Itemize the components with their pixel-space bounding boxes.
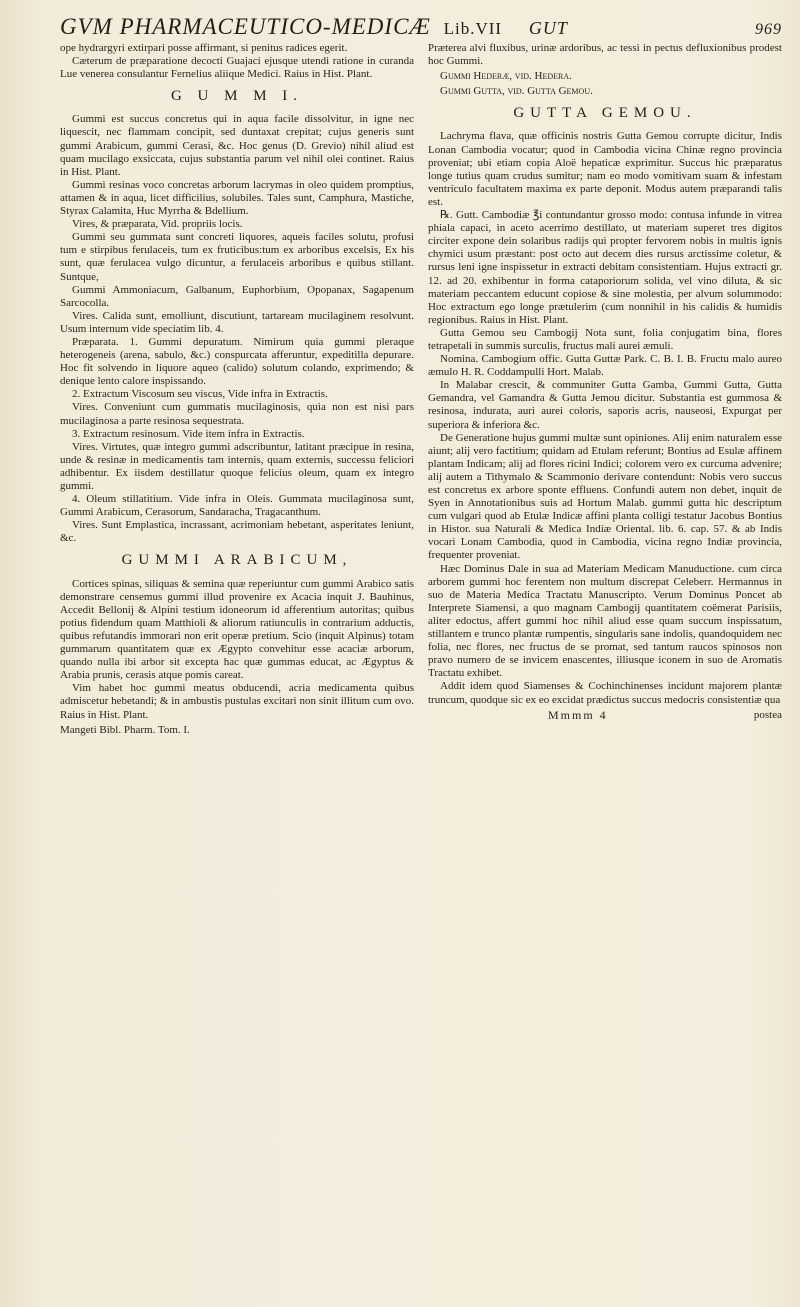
paragraph: 4. Oleum stillatitium. Vide infra in Oleis. Gummata mucilaginosa sunt, Gummi Arabicum, Cerasorum, Sandaracha, Tragacanthum. [60, 493, 414, 519]
paragraph: ope hydrargyri extirpari posse affirmant, si penitus radices egerit. [60, 42, 348, 54]
paragraph: Vim habet hoc gummi meatus obducendi, acria medicamenta quibus admiscetur hebetandi; & in ambustis pustulas excitari non sinit illitum cum ovo. Raius in Hist. Plant. [60, 682, 414, 721]
paragraph: Vires. Conveniunt cum gummatis mucilaginosis, quia non est nisi pars mucilaginosa a parte resinosa sequestrata. [60, 401, 414, 427]
paragraph: Lachryma flava, quæ officinis nostris Gutta Gemou corrupte dicitur, Indis Lonan Cambodia vocatur; quod in Cambodia vicina Chinæ regno provincia proveniat; ubi etiam copia Aloë hepaticæ exprimitur. Succus hic præparatus longe tutius quam crudus sumitur; nam eo modo vomitivam suam & infestam ventriculo facultatem maxima ex parte deponit. Modus autem præparandi talis est. [428, 130, 782, 208]
running-head-catchword: GUT [528, 18, 568, 38]
paragraph: Vires. Virtutes, quæ integro gummi adscribuntur, latitant præcipue in resina, unde & resinæ in medicamentis tam internis, quam externis, successu feliciori adhibentur. Ex iisdem destillatur quoque felicius oleum, quam ex integro gummi. [60, 440, 414, 492]
paragraph: 2. Extractum Viscosum seu viscus, Vide infra in Extractis. [72, 388, 328, 401]
paragraph: Hæc Dominus Dale in sua ad Materiam Medicam Manuductione. cum circa arborem gummi hoc ferentem non multum discrepat Celeberr. Hermannus in suo de Materia Medica Tractatu Manuscripto. Verum Dominus Poncet ab Interprete Siamensi, a quo magnam Cambogij quantitatem coëmerat Parisiis, aliter edoctus, affert gummi hoc nihil aliud esse quam succum inspissatum, stillantem e trunco plantæ rumpentis, singularis sane indolis, quandoquidem nec folia, nec flores, nec fructus de se promat, sed tantum raucos spinosos non pravo numero de se invicem enascentes, illiusque iconem in suo de Aromatis Tractatu exhibet. [428, 562, 782, 680]
left-column [60, 42, 414, 737]
paragraph: Gummi seu gummata sunt concreti liquores, aqueis faciles solutu, profusi tum e stirpibus ferulaceis, tum ex fruticibus:tum ex arboribus excelsis, Ex his sunt, quæ ferulacea vulgo dicuntur, a ferulaceis arboribus e quibus stillant. Suntque, [60, 231, 414, 283]
running-head-title: GVM PHARMACEUTICO-MEDICÆ [60, 14, 431, 39]
paragraph: Vires. Calida sunt, emolliunt, discutiunt, tartaream mucilaginem resolvunt. Usum internum vide speciatim lib. 4. [60, 309, 414, 335]
section-heading-gutta-gemou: GUTTA GEMOU. [513, 105, 697, 122]
paragraph: Cortices spinas, siliquas & semina quæ reperiuntur cum gummi Arabico satis demonstrare censemus gummi illud provenire ex Acacia inquit J. Bauhinus, Accedit Bellonij & Alpini testium idoneorum id afferentium autoritas; quibus potius fidendum quam Matthioli & aliorum ratiunculis in contrarium adductis, quibus refutandis immorari non erit operæ pretium. Scio (inquit Alpinus) totam gummarum quantitatem quæ ex Ægypto convehitur esse acaciæ arborum, quando nulla ibi arbor sit excepta hac quæ gummas educat, ac Ægyptus & Arabia prunis, cerasis atque pomis careat. [60, 577, 414, 682]
footer-signature-left: Mangeti Bibl. Pharm. Tom. I. [60, 723, 190, 736]
running-head [60, 14, 782, 40]
paragraph: Gummi resinas voco concretas arborum lacrymas in oleo quidem promptius, attamen & in aqua, licet difficilius, solubiles. Tales sunt, Camphura, Mastiche, Styrax Calamita, Huc Myrrha & Bdellium. [60, 178, 414, 218]
paragraph: Vires. Sunt Emplastica, incrassant, acrimoniam hebetant, asperitates leniunt, &c. [60, 519, 414, 545]
cross-reference-hederae: Gummi Hederæ, vid. Hedera. [440, 70, 572, 83]
paragraph: Vires, & præparata, Vid. propriis locis. [72, 218, 243, 231]
paragraph: Gutta Gemou seu Cambogij Nota sunt, folia conjugatim bina, flores tetrapetali in summis surculis, fructus mali aurei æmuli. [428, 326, 782, 352]
paragraph: In Malabar crescit, & communiter Gutta Gamba, Gummi Gutta, Gutta Gemandra, vel Gamandra & Gutta Jemou dicitur. Substantia est gummosa & resinosa, indurata, auri aurei coloris, saporis acris, nauseosi, Expurgat per superiora & inferiora &c. [428, 379, 782, 431]
paragraph: Addit idem quod Siamenses & Cochinchinenses incidunt majorem plantæ truncum, quodque sic ex eo excidat prædictus succus medocris consistentiæ qua [428, 680, 782, 706]
right-column [428, 42, 782, 737]
paragraph: Cæterum de præparatione decocti Guajaci ejusque utendi ratione in curanda Lue venerea consulantur Fernelius aliique Medici. Raius in Hist. Plant. [60, 55, 414, 81]
paragraph: Nomina. Cambogium offic. Gutta Guttæ Park. C. B. I. B. Fructu malo aureo æmulo H. R. Coddampulli Hort. Malab. [428, 353, 782, 379]
running-head-book: Lib.VII [443, 19, 503, 38]
cross-reference-gutta: Gummi Gutta, vid. Gutta Gemou. [440, 85, 593, 98]
page-number: 969 [755, 21, 782, 38]
catchword: postea [753, 708, 782, 721]
paragraph: De Generatione hujus gummi multæ sunt opiniones. Alij enim naturalem esse aiunt; alij vero factitium; quidam ad Etulam referunt; Bontius ad Esulæ affinem plantam Indicam; alij ad flores ricini Indici; colorem vero ex curcuma advenire; alij autem a Tithymalo & Scammonio derivare contendunt: Nobis vero succus est concretus ex arbore sponte effluens. Confundi autem non debet, inquit de Syen in Annotationibus suis ad Hortum Malab. gummi gutta hic descriptum cum vulgari quod ab Etulæ Indicæ affini planta colligi testatur Jacobus Bontius in Histor. sua Naturali & Medica Indiæ Oriental. lib. 6. cap. 57. & ab Indis vocari Lonam Cambodia, quod in Cambodia, vicina regno Indiæ provincia, frequenter proveniat. [428, 431, 782, 562]
section-heading-arabicum: GUMMI ARABICUM, [121, 552, 353, 569]
section-heading-gummi: G U M M I. [170, 88, 304, 105]
paragraph: ℞. Gutt. Cambodiæ ℥i contundantur grosso modo: contusa infunde in vitrea phiala capaci, in aceto acerrimo destillato, ut materiam superet tres digitos circiter expone dein solaribus radijs qui propter fervorem nobis in multis ignis chymici usum præstant: post octo aut decem dies rursus arctissime coletur, & rursus leni igne inspissetur in extracti debitam consistentiam. Hujus extracti gr. 12. ad 20. exhibentur in forma cataporiorum solida, vel vino diluta, & sic materiam peccantem educunt copiose & sine molestia, per alvum solummodo: Hoc extractum ego longe prætulerim (cum nonnihil in his calidis & humidis regionibus. Raius in Hist. Plant. [428, 209, 782, 326]
paragraph: Gummi est succus concretus qui in aqua facile dissolvitur, in igne nec liquescit, nec flammam concipit, sed duntaxat crepitat; cujus generis sunt gummi Arabicum, gummi Cerasi, &c. Hoc genus (D. Grevio) nihil aliud est quam mucilago exsiccata, cujus substantia parum vel nihil olei continet. Raius in Hist. Plant. [60, 113, 414, 178]
paragraph: Præterea alvi fluxibus, urinæ ardoribus, ac tessi in pectus defluxionibus prodest hoc Gummi. [428, 42, 782, 68]
paragraph: 3. Extractum resinosum. Vide item infra in Extractis. [72, 427, 305, 440]
paragraph: Gummi Ammoniacum, Galbanum, Euphorbium, Opopanax, Sagapenum Sarcocolla. [60, 283, 414, 309]
paragraph: Præparata. 1. Gummi depuratum. Nimirum quia gummi pleraque heterogeneis (arena, sabulo, &c.) conspurcata afferuntur, expeditilla depurare. Hoc fit solvendo in liquore aqueo (calido) solutum colando, exprimendo; & denique lento calore inspissando. [60, 335, 414, 388]
signature-mark: Mmmm 4 [548, 707, 608, 722]
